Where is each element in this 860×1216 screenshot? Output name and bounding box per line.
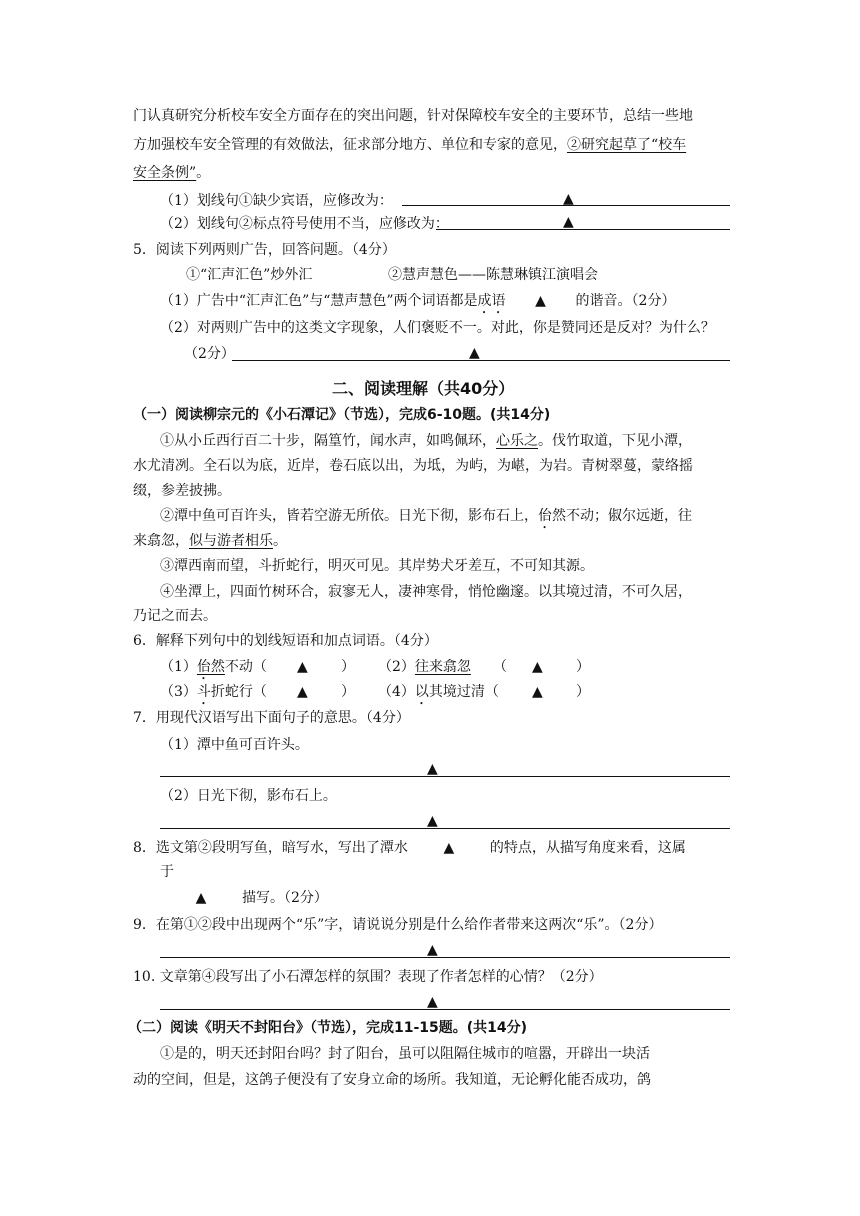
- section-title: 二、阅读理解（共40分）: [332, 379, 515, 398]
- answer-marker-icon: ▲: [427, 994, 438, 1010]
- paragraph-line: ③潭西南而望，斗折蛇行，明灭可见。其岸势犬牙差互，不可知其源。: [160, 558, 594, 574]
- question-stem: 8．选文第②段明写鱼，暗写水，写出了潭水 ▲ 的特点，从描写角度来看，这属: [133, 840, 686, 856]
- answer-marker-icon: ▲: [532, 659, 543, 675]
- answer-marker-icon: ▲: [563, 214, 574, 230]
- sub-question: （3）斗折蛇行（: [160, 684, 267, 700]
- part-heading: （二）阅读《明天不封阳台》（节选），完成11-15题。(共14分): [128, 1020, 528, 1036]
- answer-marker-icon: ▲: [427, 942, 438, 958]
- paragraph-line: 来翕忽，似与游者相乐。: [133, 533, 287, 549]
- paragraph-line: ①从小丘西行百二十步，隔篁竹，闻水声，如鸣佩环，心乐之。伐竹取道，下见小潭，: [160, 433, 692, 449]
- answer-marker-icon: ▲: [532, 684, 543, 700]
- answer-blank[interactable]: ▲: [195, 890, 207, 906]
- paren-close: ）: [576, 659, 590, 675]
- answer-line[interactable]: [160, 1009, 730, 1010]
- question-line: ▲ 描写。（2分）: [160, 888, 328, 908]
- question-stem: 10. 文章第④段写出了小石潭怎样的氛围？表现了作者怎样的心情？（2分）: [133, 969, 603, 985]
- paragraph-line: ①是的，明天还封阳台吗？封了阳台，虽可以阻隔住城市的喧嚣，开辟出一块活: [160, 1046, 650, 1062]
- paragraph-line: 乃记之而去。: [133, 608, 217, 624]
- paragraph-line: 缀，参差披拂。: [133, 483, 231, 499]
- answer-marker-icon: ▲: [563, 191, 574, 207]
- underlined-phrase: 往来翕忽: [414, 659, 471, 675]
- underlined-sentence: 安全条例”: [133, 165, 197, 181]
- answer-blank[interactable]: ▲: [443, 840, 455, 856]
- part-heading: （一）阅读柳宗元的《小石潭记》（节选），完成6-10题。(共14分): [133, 407, 551, 423]
- question-line: （1）划线句①缺少宾语，应修改为：: [160, 193, 393, 209]
- answer-marker-icon: ▲: [297, 659, 308, 675]
- answer-marker-icon: ▲: [427, 813, 438, 829]
- underlined-phrase: 心乐之: [496, 433, 538, 449]
- question-line: （1）广告中“汇声汇色”与“慧声慧色”两个词语都是成语 ▲ 的谐音。（2分）: [160, 293, 676, 309]
- text-line: 门认真研究分析校车安全方面存在的突出问题，针对保障校车安全的主要环节，总结一些地: [133, 108, 693, 124]
- paragraph-line: ④坐潭上，四面竹树环合，寂寥无人，凄神寒骨，悄怆幽邃。以其境过清，不可久居，: [160, 584, 692, 600]
- answer-line[interactable]: [160, 828, 730, 829]
- question-line: 于: [160, 864, 174, 880]
- answer-marker-icon: ▲: [427, 761, 438, 777]
- text-line: 方加强校车安全管理的有效做法，征求部分地方、单位和专家的意见，②研究起草了“校车: [133, 137, 687, 153]
- question-stem: 7．用现代汉语写出下面句子的意思。（4分）: [133, 710, 410, 726]
- underlined-sentence: ②研究起草了“校车: [567, 137, 687, 153]
- ad-text: ①“汇声汇色”炒外汇: [186, 267, 313, 283]
- sub-question: （1）佁然不动（: [160, 659, 267, 675]
- paragraph-line: 动的空间，但是，这鸽子便没有了安身立命的场所。我知道，无论孵化能否成功，鸽: [133, 1072, 651, 1088]
- sub-question: （2）往来翕忽: [378, 659, 471, 675]
- answer-line[interactable]: [232, 360, 730, 361]
- answer-marker-icon: ▲: [469, 345, 480, 361]
- paragraph-line: 水尤清冽。全石以为底，近岸，卷石底以出，为坻，为屿，为嵁，为岩。青树翠蔓，蒙络摇: [133, 458, 693, 474]
- sub-question: （2）日光下彻，影布石上。: [160, 788, 337, 804]
- sub-question: （1）潭中鱼可百许头。: [160, 737, 309, 753]
- paren-close: ）: [341, 684, 355, 700]
- question-stem: 5．阅读下列两则广告，回答问题。（4分）: [133, 242, 396, 258]
- question-line: （2）划线句②标点符号使用不当，应修改为：: [160, 216, 449, 232]
- text-line: 安全条例”。: [133, 165, 211, 181]
- underlined-phrase: 似与游者相乐: [189, 533, 273, 549]
- paren-open: （: [493, 659, 507, 675]
- paren-close: ）: [576, 684, 590, 700]
- answer-line[interactable]: [160, 957, 730, 958]
- question-line: （2）对两则广告中的这类文字现象，人们褒贬不一。对此，你是赞同还是反对？为什么？: [160, 320, 715, 336]
- question-stem: 6．解释下列句中的划线短语和加点词语。（4分）: [133, 633, 438, 649]
- answer-blank[interactable]: ▲: [535, 293, 546, 309]
- paren-close: ）: [341, 659, 355, 675]
- answer-marker-icon: ▲: [297, 684, 308, 700]
- answer-line[interactable]: [160, 776, 730, 777]
- question-stem: 9．在第①②段中出现两个“乐”字，请说说分别是什么给作者带来这两次“乐”。（2分）: [133, 917, 663, 933]
- question-line: （2分）: [184, 346, 235, 362]
- paragraph-line: ②潭中鱼可百许头，皆若空游无所依。日光下彻，影布石上，佁然不动；俶尔远逝，往: [160, 508, 692, 524]
- answer-line[interactable]: [436, 229, 730, 230]
- ad-text: ②慧声慧色——陈慧琳镇江演唱会: [388, 267, 598, 283]
- sub-question: （4）以其境过清（: [378, 684, 499, 700]
